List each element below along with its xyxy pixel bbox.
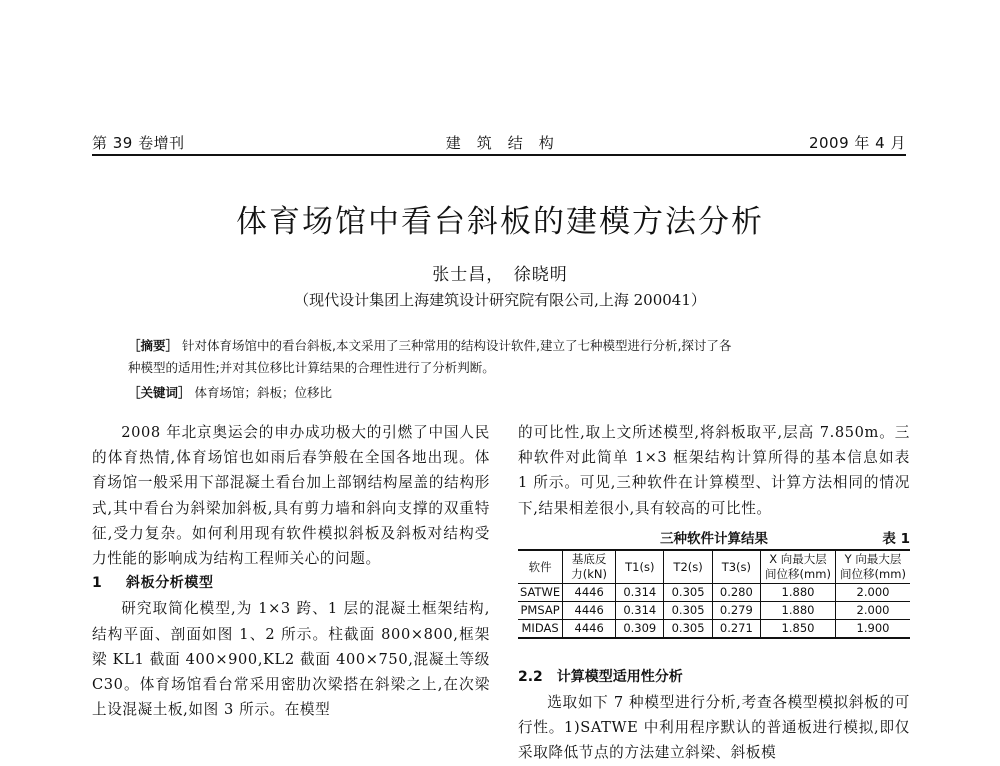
section-1-title: 斜板分析模型 xyxy=(126,575,214,592)
col-y-drift: Y 向最大层 间位移(mm) xyxy=(836,550,911,584)
col-t1: T1(s) xyxy=(616,550,664,584)
table-row: PMSAP 4446 0.314 0.305 0.279 1.880 2.000 xyxy=(518,602,910,620)
col-base-reaction: 基底反 力(kN) xyxy=(563,550,616,584)
table-header-row xyxy=(518,550,910,584)
left-column xyxy=(92,420,490,722)
authors: 张士昌， 徐晓明 xyxy=(432,265,568,285)
abstract-label: ［摘要］ xyxy=(128,338,179,353)
section-2-2-heading: 2.2 计算模型适用性分析 xyxy=(518,669,683,685)
table-title: 三种软件计算结果 xyxy=(660,531,768,547)
keywords-label: ［关键词］ xyxy=(128,385,191,400)
table-row: MIDAS 4446 0.309 0.305 0.271 1.850 1.900 xyxy=(518,620,910,639)
intro-paragraph: 2008 年北京奥运会的申办成功极大的引燃了中国人民的体育热情,体育场馆也如雨后春笋般在全国各地出现。体育场馆一般采用下部混凝土看台加上部钢结构屋盖的结构形式,其中看台为斜梁加斜板,具有剪力墙和斜向支撑的双重特征,受力复杂。如何利用现有软件模拟斜板及斜板对结构受力性能的影响成为结构工程师关心的问题。 xyxy=(92,424,490,568)
header-rule xyxy=(92,154,906,156)
section-1-heading xyxy=(92,571,490,596)
abstract-text-1: 针对体育场馆中的看台斜板,本文采用了三种常用的结构设计软件,建立了七种模型进行分析,探讨了各 xyxy=(182,338,732,353)
section-1-paragraph: 研究取简化模型,为 1×3 跨、1 层的混凝土框架结构,结构平面、剖面如图 1、2 所示。柱截面 800×800,框架梁 KL1 截面 400×900,KL2 截面 400×750,混凝土等级 C30。体育场馆看台常采用密肋次梁搭在斜梁之上,在次梁上设混凝土板,如图 3 所示。在模型 xyxy=(92,600,490,719)
abstract-line-1 xyxy=(128,336,888,354)
keywords xyxy=(128,383,888,401)
affiliation: （现代设计集团上海建筑设计研究院有限公司,上海 200041） xyxy=(294,291,706,309)
results-table xyxy=(518,549,910,639)
journal-name: 建 筑 结 构 xyxy=(445,134,555,152)
col-t2: T2(s) xyxy=(664,550,712,584)
paper-title: 体育场馆中看台斜板的建模方法分析 xyxy=(236,204,764,240)
comparability-paragraph: 的可比性,取上文所述模型,将斜板取平,层高 7.850m。三种软件对此简单 1×3 框架结构计算所得的基本信息如表 1 所示。可见,三种软件在计算模型、计算方法相同的情况下,结果相差很小,具有较高的可比性。 xyxy=(518,424,910,517)
right-column-top xyxy=(518,420,910,521)
col-x-drift: X 向最大层 间位移(mm) xyxy=(761,550,836,584)
model-selection-paragraph: 选取如下 7 种模型进行分析,考查各模型模拟斜板的可行性。1)SATWE 中利用程序默认的普通板进行模拟,即仅采取降低节点的方法建立斜梁、斜板模 xyxy=(518,694,910,762)
abstract-line-2: 种模型的适用性;并对其位移比计算结果的合理性进行了分析判断。 xyxy=(128,360,495,375)
col-software: 软件 xyxy=(518,550,563,584)
section-1-number: 1 xyxy=(92,575,103,592)
journal-volume: 第 39 卷增刊 xyxy=(92,134,185,152)
table-number: 表 1 xyxy=(882,531,910,547)
table-row: SATWE 4446 0.314 0.305 0.280 1.880 2.000 xyxy=(518,584,910,602)
journal-date: 2009 年 4 月 xyxy=(808,134,906,152)
col-t3: T3(s) xyxy=(712,550,760,584)
right-column-bottom xyxy=(518,690,910,766)
keywords-text: 体育场馆；斜板；位移比 xyxy=(194,385,333,400)
